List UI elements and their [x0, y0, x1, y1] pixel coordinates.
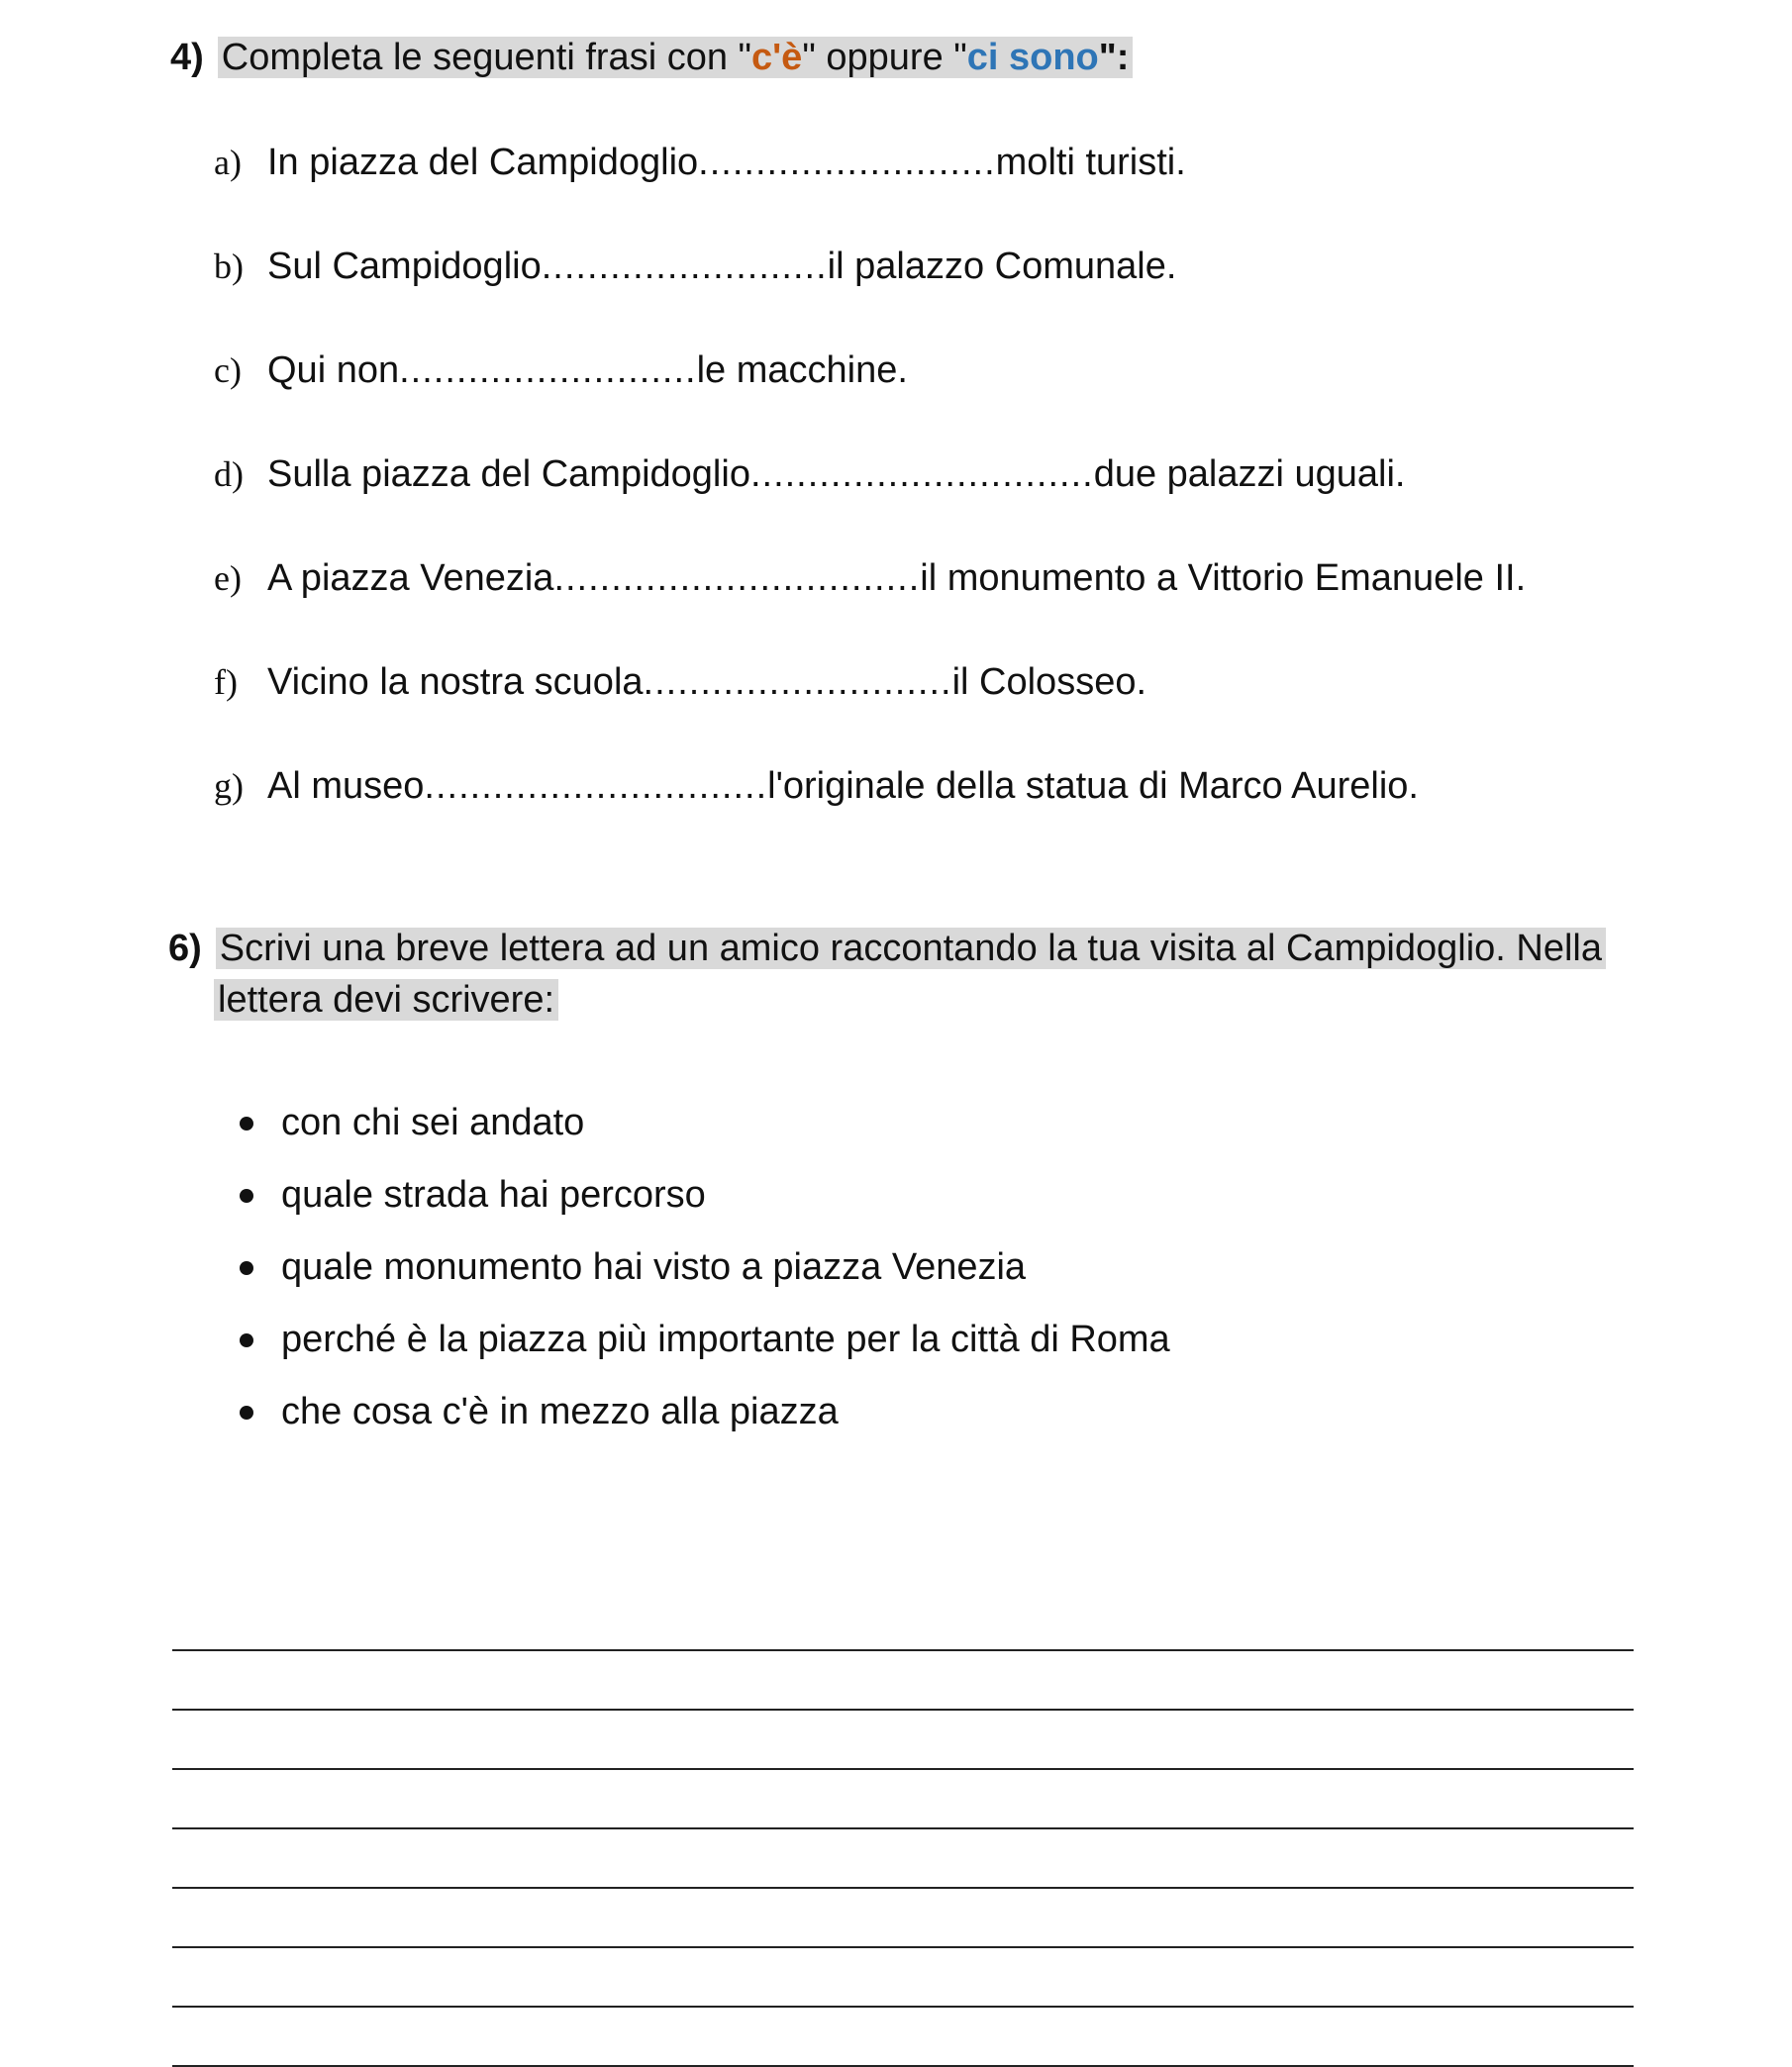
bullet-text: quale strada hai percorso: [281, 1174, 706, 1216]
fill-in-blank[interactable]: ...........................: [643, 661, 952, 703]
exercise-6-bullet-list: [240, 1097, 1170, 1458]
item-letter: d): [214, 454, 244, 494]
sentence-text-after: molti turisti.: [995, 142, 1186, 183]
fill-in-blank[interactable]: ..............................: [749, 453, 1094, 495]
item-letter: c): [214, 350, 242, 390]
bullet-dot-icon: [240, 1406, 253, 1420]
exercise-4-heading: [170, 32, 1133, 83]
sentence-text-after: il monumento a Vittorio Emanuele II.: [920, 557, 1527, 599]
sentence-text-before: Sulla piazza del Campidoglio: [267, 453, 750, 495]
exercise-6-instruction-line-1: Scrivi una breve lettera ad un amico raccontando la tua visita al Campidoglio. Nella: [216, 928, 1606, 969]
sentence-text-after: due palazzi uguali.: [1093, 453, 1406, 495]
writing-line[interactable]: [172, 1592, 1634, 1651]
keyword-ce: c'è: [751, 37, 803, 78]
sentence-item-f: [214, 656, 1526, 760]
bullet-dot-icon: [240, 1261, 253, 1275]
sentence-item-a: [214, 137, 1526, 241]
exercise-6-instruction-line-2: lettera devi scrivere:: [214, 979, 558, 1021]
instruction-text-middle: " oppure ": [802, 37, 967, 78]
item-letter: f): [214, 662, 238, 702]
sentence-text-after: l'originale della statua di Marco Aurelio.: [767, 765, 1419, 807]
writing-line[interactable]: [172, 1948, 1634, 2008]
sentence-text-after: il palazzo Comunale.: [827, 246, 1177, 287]
bullet-item: [240, 1241, 1170, 1314]
sentence-item-d: [214, 448, 1526, 552]
fill-in-blank[interactable]: ................................: [553, 557, 921, 599]
sentence-item-c: [214, 344, 1526, 448]
bullet-item: [240, 1097, 1170, 1169]
bullet-dot-icon: [240, 1189, 253, 1203]
exercise-4-sentence-list: [214, 137, 1526, 864]
bullet-dot-icon: [240, 1333, 253, 1347]
keyword-ci-sono: ci sono: [966, 37, 1099, 78]
writing-line[interactable]: [172, 1829, 1634, 1889]
writing-line[interactable]: [172, 1711, 1634, 1770]
sentence-item-g: [214, 760, 1526, 864]
writing-line[interactable]: [172, 1889, 1634, 1948]
bullet-item: [240, 1169, 1170, 1241]
sentence-text-after: le macchine.: [696, 349, 908, 391]
fill-in-blank[interactable]: ..............................: [424, 765, 768, 807]
bullet-item: [240, 1314, 1170, 1386]
bullet-item: [240, 1386, 1170, 1458]
exercise-6-heading: [168, 923, 1634, 1026]
sentence-text-before: In piazza del Campidoglio: [267, 142, 699, 183]
sentence-text-before: Sul Campidoglio: [267, 246, 542, 287]
sentence-text-before: Al museo: [267, 765, 425, 807]
bullet-dot-icon: [240, 1117, 253, 1131]
sentence-text-before: Qui non: [267, 349, 400, 391]
exercise-6-number: 6): [168, 928, 202, 969]
writing-line[interactable]: [172, 1770, 1634, 1829]
sentence-text-before: A piazza Venezia: [267, 557, 554, 599]
item-letter: g): [214, 766, 244, 806]
instruction-text-after: ":: [1098, 37, 1130, 78]
sentence-item-b: [214, 241, 1526, 344]
exercise-6-line-1: [168, 923, 1634, 974]
fill-in-blank[interactable]: ..........................: [399, 349, 697, 391]
writing-area[interactable]: [172, 1592, 1634, 2067]
item-letter: e): [214, 558, 242, 598]
exercise-6-line-2: [168, 974, 1634, 1026]
fill-in-blank[interactable]: .........................: [541, 246, 828, 287]
writing-line[interactable]: [172, 2008, 1634, 2067]
sentence-text-after: il Colosseo.: [951, 661, 1147, 703]
writing-line[interactable]: [172, 1651, 1634, 1711]
bullet-text: con chi sei andato: [281, 1102, 585, 1143]
sentence-text-before: Vicino la nostra scuola: [267, 661, 644, 703]
exercise-4-number: 4): [170, 37, 204, 78]
exercise-4-instruction: [218, 37, 1134, 78]
instruction-text-before: Completa le seguenti frasi con ": [221, 37, 752, 78]
bullet-text: perché è la piazza più importante per la città di Roma: [281, 1319, 1170, 1360]
sentence-item-e: [214, 552, 1526, 656]
item-letter: b): [214, 246, 244, 286]
bullet-text: che cosa c'è in mezzo alla piazza: [281, 1391, 839, 1432]
fill-in-blank[interactable]: ..........................: [698, 142, 996, 183]
bullet-text: quale monumento hai visto a piazza Venezia: [281, 1246, 1027, 1288]
item-letter: a): [214, 143, 242, 182]
